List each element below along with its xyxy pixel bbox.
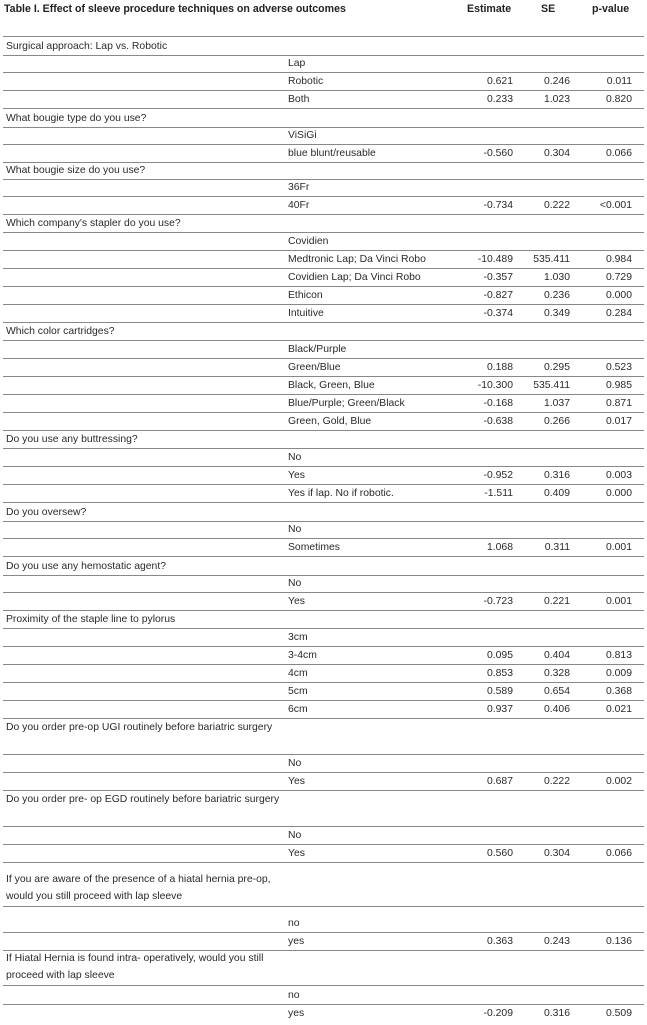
question-text: Which company's stapler do you use? [6,218,181,229]
estimate-value: -1.511 [484,488,513,499]
option-label: Yes [288,848,305,859]
question-row [3,110,644,128]
option-label: Green/Blue [288,362,341,373]
estimate-value: -0.734 [483,200,513,211]
option-row [3,647,644,665]
option-label: Black, Green, Blue [288,380,375,391]
question-row [3,719,644,755]
se-value: 0.266 [543,416,570,427]
option-row [3,127,644,145]
estimate-value: 0.233 [486,94,513,105]
estimate-value: 1.068 [486,542,513,553]
estimate-value: 0.095 [486,650,513,661]
pvalue-value: 0.066 [605,148,632,159]
option-label: No [288,524,302,535]
se-value: 535.411 [533,254,570,265]
pvalue-value: <0.001 [599,200,632,211]
se-value: 1.037 [543,398,570,409]
option-row [3,233,644,251]
estimate-value: -0.827 [483,290,513,301]
question-text: Do you order pre-op UGI routinely before bariatric surgery [6,722,273,733]
estimate-value: -0.723 [483,596,513,607]
question-text: Do you use any buttressing? [6,434,138,445]
option-label: Yes [288,596,305,607]
question-row [3,611,644,629]
option-row [3,341,644,359]
estimate-value: 0.188 [486,362,513,373]
se-value: 0.406 [543,704,570,715]
estimate-value: -10.300 [477,380,513,391]
se-value: 1.023 [543,94,570,105]
se-value: 0.349 [543,308,570,319]
option-row [3,449,644,467]
column-header-estimate: Estimate [467,3,512,15]
table-title: Table I. Effect of sleeve procedure techniques on adverse outcomes [4,3,346,15]
column-header-pvalue: p-value [592,3,630,15]
question-text: What bougie size do you use? [6,165,146,176]
option-row [3,683,644,701]
pvalue-value: 0.729 [605,272,632,283]
se-value: 1.030 [543,272,570,283]
pvalue-value: 0.523 [605,362,632,373]
option-label: 3-4cm [288,650,317,661]
option-label: Black/Purple [288,344,347,355]
option-label: 40Fr [288,200,310,211]
se-value: 0.304 [543,848,570,859]
question-row [3,558,644,576]
option-label: Yes if lap. No if robotic. [288,488,394,499]
se-value: 0.295 [543,362,570,373]
option-label: ViSiGi [288,130,317,141]
se-value: 0.316 [543,1008,570,1019]
se-value: 535.411 [533,380,570,391]
pvalue-value: 0.011 [606,76,632,87]
option-label: No [288,758,302,769]
option-label: Both [288,94,310,105]
option-label: 5cm [288,686,308,697]
option-row [3,773,644,791]
question-text: If Hiatal Hernia is found intra- operatively, would you still proceed with lap sleeve [6,953,264,981]
se-value: 0.328 [543,668,570,679]
question-text: Do you use any hemostatic agent? [6,561,166,572]
question-row [3,38,644,56]
pvalue-value: 0.009 [605,668,632,679]
estimate-value: 0.621 [486,76,513,87]
option-label: no [288,990,300,1001]
se-value: 0.311 [544,542,570,553]
option-row [3,305,644,323]
option-label: 4cm [288,668,308,679]
option-row [3,179,644,197]
se-value: 0.654 [543,686,570,697]
pvalue-value: 0.021 [605,704,632,715]
question-text: Surgical approach: Lap vs. Robotic [6,41,168,52]
question-row [3,323,644,341]
se-value: 0.243 [543,936,570,947]
option-row [3,755,644,773]
question-text: Which color cartridges? [6,326,115,337]
option-row [3,845,644,863]
option-label: Covidien Lap; Da Vinci Robo [288,272,421,283]
option-row [3,73,644,91]
pvalue-value: 0.136 [605,936,632,947]
option-label: Robotic [288,76,324,87]
option-row [3,395,644,413]
question-row [3,162,644,180]
se-value: 0.236 [543,290,570,301]
column-header-se: SE [541,3,556,15]
pvalue-value: 0.002 [605,776,632,787]
estimate-value: -0.952 [483,470,513,481]
option-row [3,413,644,431]
se-value: 0.221 [543,596,570,607]
option-row [3,251,644,269]
question-text: Do you order pre- op EGD routinely before bariatric surgery [6,794,280,805]
question-text: Do you oversew? [6,507,87,518]
option-row [3,377,644,395]
estimate-value: 0.853 [486,668,513,679]
option-label: blue blunt/reusable [288,148,376,159]
estimate-value: 0.589 [486,686,513,697]
option-label: No [288,830,302,841]
option-label: Yes [288,776,305,787]
se-value: 0.409 [543,488,570,499]
estimate-value: 0.937 [486,704,513,715]
estimate-value: 0.687 [486,776,513,787]
estimate-value: -0.374 [483,308,513,319]
option-label: Yes [288,470,305,481]
option-row [3,539,644,557]
pvalue-value: 0.985 [605,380,632,391]
option-label: 3cm [288,632,308,643]
option-row [3,521,644,539]
pvalue-value: 0.001 [605,542,632,553]
estimate-value: -0.209 [483,1008,513,1019]
se-value: 0.316 [543,470,570,481]
option-label: No [288,452,302,463]
question-text: If you are aware of the presence of a hiatal hernia pre-op, would you still proceed with lap sleeve [6,874,271,902]
estimate-value: 0.363 [486,936,513,947]
option-label: 6cm [288,704,308,715]
question-row [3,215,644,233]
option-label: yes [288,936,305,947]
se-value: 0.222 [543,200,570,211]
option-label: no [288,918,300,929]
pvalue-value: 0.001 [605,596,632,607]
option-row [3,701,644,719]
question-text: What bougie type do you use? [6,113,147,124]
se-value: 0.222 [543,776,570,787]
question-text: Proximity of the staple line to pylorus [6,614,176,625]
pvalue-value: 0.000 [605,290,632,301]
option-label: 36Fr [288,182,310,193]
header-rule [3,36,644,37]
option-row [3,665,644,683]
option-label: Intuitive [288,308,324,319]
option-row [3,915,644,933]
pvalue-value: 0.509 [605,1008,632,1019]
option-label: Lap [288,58,306,69]
option-row [3,933,644,951]
question-row [3,504,644,522]
pvalue-value: 0.284 [605,308,632,319]
question-row [3,791,644,827]
option-label: Medtronic Lap; Da Vinci Robo [288,254,426,265]
option-row [3,987,644,1005]
option-row [3,485,644,503]
pvalue-value: 0.003 [605,470,632,481]
option-label: Blue/Purple; Green/Black [288,398,405,409]
option-row [3,55,644,73]
pvalue-value: 0.066 [605,848,632,859]
estimate-value: -0.168 [483,398,513,409]
se-value: 0.404 [543,650,570,661]
se-value: 0.304 [543,148,570,159]
estimate-value: -0.638 [483,416,513,427]
pvalue-value: 0.984 [605,254,632,265]
estimate-value: 0.560 [486,848,513,859]
question-row [3,871,644,907]
estimate-value: -0.560 [483,148,513,159]
question-row [3,431,644,449]
option-label: Covidien [288,236,329,247]
option-row [3,467,644,485]
option-row [3,629,644,647]
pvalue-value: 0.017 [605,416,632,427]
option-label: Green, Gold, Blue [288,416,372,427]
option-row [3,1005,644,1022]
pvalue-value: 0.820 [605,94,632,105]
pvalue-value: 0.871 [605,398,632,409]
option-row [3,359,644,377]
estimate-value: -0.357 [483,272,513,283]
option-row [3,269,644,287]
option-row [3,197,644,215]
option-row [3,91,644,109]
option-label: Sometimes [288,542,340,553]
pvalue-value: 0.368 [605,686,632,697]
option-label: yes [288,1008,305,1019]
pvalue-value: 0.000 [605,488,632,499]
question-row [3,950,644,986]
pvalue-value: 0.813 [605,650,632,661]
option-row [3,827,644,845]
estimate-value: -10.489 [477,254,513,265]
option-row [3,287,644,305]
option-row [3,145,644,163]
se-value: 0.246 [543,76,570,87]
option-row [3,593,644,611]
option-label: Ethicon [288,290,323,301]
option-row [3,575,644,593]
option-label: No [288,578,302,589]
